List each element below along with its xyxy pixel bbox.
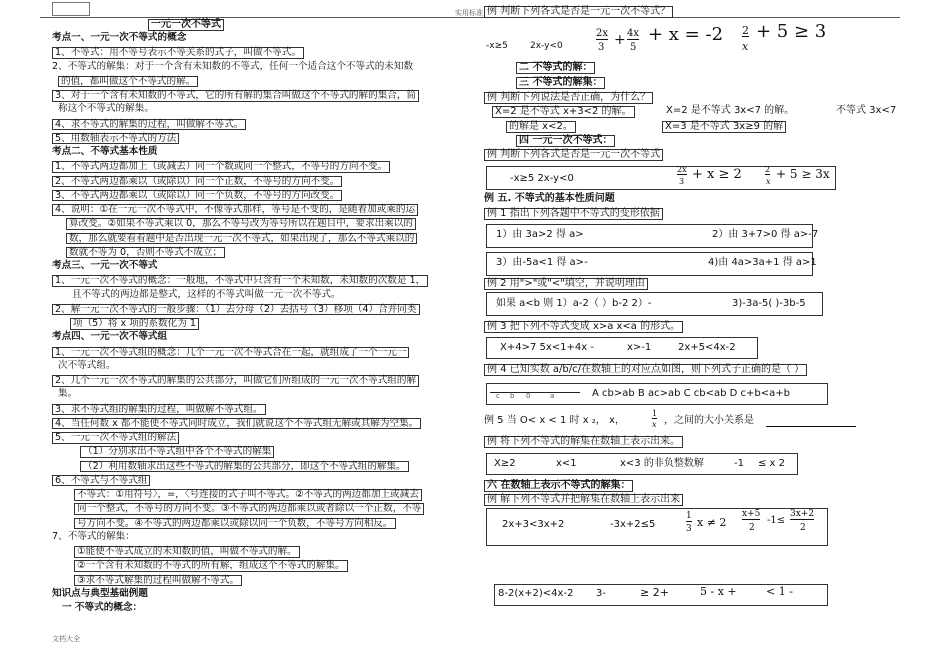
ex8-label-a: a (550, 392, 555, 400)
ex10-b: x<1 (556, 458, 577, 469)
expr-3: + x = -2 (648, 24, 724, 45)
ex8-label-c: c (496, 392, 500, 400)
example-7: 例 3 把下列不等式变成 x>a x<a 的形式。 (484, 321, 683, 333)
frac-den-3: x (742, 40, 749, 53)
left-line: 称这个不等式的解集。 (58, 103, 154, 115)
ex4-expr-2: + 5 ≥ 3x (776, 167, 830, 181)
section-2: 二 不等式的解： (516, 62, 595, 74)
ex5-c: 3）由-5a<1 得 a>- (496, 257, 588, 268)
frac-num: 2x (596, 28, 609, 39)
left-line: （1）分别求出不等式组中各个不等式的解集 (80, 446, 274, 458)
left-line: 集。 (58, 388, 78, 400)
left-line: 且不等式的两边都是整式，这样的不等式叫做一元一次不等式。 (72, 288, 341, 300)
example-6: 例 2 用">"或"<"填空，并说明理由 (484, 278, 648, 290)
ex8-label-b: b (510, 392, 515, 400)
footer-text: 文档大全 (52, 635, 80, 643)
ex4-den-2: x (766, 177, 771, 186)
left-line: 不等式：①用符号〉，=，〈号连接的式子叫不等式。②不等式的两边都加上或减去 (74, 489, 422, 501)
header-box (52, 2, 90, 16)
ex5-b: 2）由 3+7>0 得 a>-7 (712, 229, 819, 240)
ex9-num: 1 (652, 409, 658, 418)
left-line: （2）利用数轴求出这些不等式的解集的公共部分，即这个不等式组的解集。 (80, 461, 409, 473)
left-line: 1、不等式：用不等号表示不等关系的式子，叫做不等式。 (52, 47, 304, 59)
ex6-b: 3)-3a-5( )-3b-5 (732, 298, 806, 309)
expr-1: -x≥5 (486, 41, 508, 51)
ex12-d: 5 - x + (700, 585, 737, 598)
ex11-expr: x ≠ 2 (697, 516, 727, 529)
ex9-den: x (652, 420, 657, 429)
ex8-number-line (490, 392, 580, 393)
ex11-num: 1 (686, 511, 692, 521)
left-line: 4、说明：①在一元一次不等式中，不像等式那样，等号是不变的，是随着加或乘的运 (52, 204, 418, 216)
left-line: 4、求不等式的解集的过程，叫做解不等式。 (52, 119, 246, 131)
example-4: 例 判断下列各式是否是一元一次不等式 (484, 149, 663, 161)
left-line: 考点四、一元一次不等式组 (52, 331, 168, 343)
left-line: 考点一、一元一次不等式的概念 (52, 32, 187, 43)
section-5: 例 五. 不等式的基本性质问题 (484, 193, 615, 204)
ex9-tail: ，之间的大小关系是 (664, 415, 754, 426)
left-line: 4、当任何数 x 都不能使不等式同时成立，我们就说这个不等式组无解或其解为空集。 (52, 418, 421, 430)
example-10: 例 将下列不等式的解集在数轴上表示出来。 (484, 436, 683, 448)
ex5-a: 1）由 3a>2 得 a> (496, 229, 584, 240)
expr-2: 2x-y<0 (530, 41, 563, 51)
left-line: 6、不等式与不等式组 (52, 475, 150, 487)
left-line: 2、解一元一次不等式的一般步骤：（1）去分母（2）去括号（3）移项（4）合并同类 (52, 304, 420, 316)
ex11-num-3: 3x+2 (790, 509, 815, 519)
left-line: 1、一元一次不等式组的概念：几个一元一次不等式合在一起，就组成了一个一元一 (52, 347, 409, 359)
ex4-num-2: 2 (765, 165, 771, 174)
header-rule (40, 17, 900, 18)
example-5: 例 1 指出下列各题中不等式的变形依据 (484, 208, 663, 220)
left-line: 数就不等为 0，否则不等式不成立； (66, 247, 225, 259)
ex7-b: x>-1 (627, 342, 652, 353)
example-8: 例 4 已知实数 a/b/c/在数轴上的对应点如图，则下列式子正确的是（ ） (484, 364, 807, 376)
left-line: 算改变。②如果不等式乘以 0，那么不等号改为等号所以在题目中，要求出乘以的 (66, 218, 416, 230)
section-6: 六 在数轴上表示不等式的解集： (484, 480, 633, 492)
ex7-c: 2x+5<4x-2 (678, 342, 736, 353)
left-line: 3、求不等式组的解集的过程，叫做解不等式组。 (52, 404, 266, 416)
frac-num-3: 2 (742, 24, 749, 37)
ex5-d: 4)由 4a>3a+1 得 a>1 (708, 257, 817, 268)
ex2-c: 不等式 3x<7 (836, 105, 897, 116)
ex2-a: X=2 是不等式 x+3<2 的解。 (492, 106, 635, 118)
left-line: 同一个整式，不等号的方向不变。③不等式的两边都乘以或者除以一个正数，不等 (74, 503, 424, 515)
left-line: ②一个含有未知数的不等式的所有解，组成这个不等式的解集。 (74, 560, 348, 572)
example-heading: 例 判断下列各式是否是一元一次不等式？ (484, 6, 673, 18)
ex4-expr: + x ≥ 2 (692, 167, 742, 182)
left-line: 的值，都叫做这个不等式的解。 (58, 76, 198, 88)
ex11-b: -3x+2≤5 (610, 519, 656, 530)
ex10-d: -1 (734, 458, 744, 469)
left-line: 数，那么就要看看题中是否出现一元一次不等式，如果出现了，那么不等式乘以的 (66, 233, 417, 245)
ex11-a: 2x+3<3x+2 (502, 519, 565, 530)
left-line: 3、不等式两边都乘以（或除以）同一个负数，不等号的方向改变。 (52, 190, 342, 202)
left-line: 次不等式组。 (58, 359, 116, 371)
expr-4: + 5 ≥ 3 (756, 21, 827, 42)
plus-sign: + (614, 32, 626, 48)
left-line: ③求不等式解集的过程叫做解不等式。 (74, 575, 242, 587)
ex11-den: 3 (686, 524, 692, 534)
left-line: 考点三、一元一次不等式 (52, 260, 158, 271)
left-line: 2、不等式的解集：对于一个含有未知数的不等式，任何一个适合这个不等式的未知数 (52, 60, 414, 72)
header-text: 实用标准 (455, 9, 483, 17)
left-line: ①能使不等式成立的未知数的值，叫做不等式的解。 (74, 546, 300, 558)
example-11: 例 解下列不等式并把解集在数轴上表示出来 (484, 494, 683, 506)
left-line: 5、一元一次不等式组的解法 (52, 432, 179, 444)
frac-den-2: 5 (630, 42, 637, 53)
left-line: 2、几个一元一次不等式的解集的公共部分，叫做它们所组成的一元一次不等式组的解 (52, 375, 419, 387)
ex12-e: < 1 - (766, 585, 793, 598)
ex9-blank (766, 426, 856, 427)
ex11-num-2: x+5 (742, 509, 761, 519)
example-2: 例 判断下列说法是否正确，为什么？ (484, 92, 653, 104)
left-line: 5、用数轴表示不等式的方法 (52, 133, 179, 145)
left-line: 项（5）将 x 项的系数化为 1 (70, 318, 199, 330)
section-3: 三 不等式的解集： (516, 77, 605, 89)
ex2-d: 的解是 x<2。 (506, 121, 576, 133)
ex11-den-2: 2 (749, 523, 755, 533)
left-line: 号方向不变。④不等式的两边都乘以或除以同一个负数，不等号方向相反。 (74, 518, 396, 530)
ex10-e: ≤ x 2 (758, 458, 786, 469)
ex11-mid: -1≤ (767, 515, 786, 526)
ex2-b: X=2 是不等式 3x<7 的解。 (666, 105, 795, 116)
ex8-label-0: 0 (526, 392, 531, 400)
ex12-c: ≥ 2+ (640, 586, 669, 599)
ex10-c: x<3 的非负整数解 (620, 458, 704, 469)
left-line: 7、不等式的解集： (52, 530, 135, 542)
ex7-a: X+4>7 5x<1+4x - (500, 342, 594, 353)
section-4: 四 一元一次不等式： (516, 135, 615, 147)
left-line: 1、一元一次不等式的概念：一般地，不等式中只含有一个未知数，未知数的次数是 1， (52, 275, 428, 287)
left-line: 一 不等式的概念： (62, 602, 143, 613)
ex6-a: 如果 a<b 则 1）a-2（ ）b-2 2）- (496, 298, 652, 309)
ex8-options: A cb>ab B ac>ab C cb<ab D c+b<a+b (592, 388, 790, 399)
ex4-num: 2x (677, 165, 687, 174)
ex11-den-3: 2 (800, 523, 806, 533)
left-line: 考点二、不等式基本性质 (52, 146, 158, 157)
ex10-a: X≥2 (494, 458, 516, 469)
ex2-e: X=3 是不等式 3x≥9 的解 (662, 121, 786, 133)
ex4-a: -x≥5 2x-y<0 (510, 173, 574, 184)
left-line: 2、不等式两边都乘以（或除以）同一个正数，不等号的方向不变。 (52, 176, 342, 188)
ex12-a: 8-2(x+2)<4x-2 (498, 588, 574, 599)
left-line: 3、对于一个含有未知数的不等式，它的所有解的集合叫做这个不等式的解的集合，简 (52, 90, 419, 102)
frac-num-2: 4x (627, 28, 640, 39)
ex12-b: 3- (596, 588, 606, 599)
left-line: 知识点与典型基础例题 (52, 587, 148, 599)
left-line: 1、不等式两边都加上（或减去）同一个数或同一个整式，不等号的方向不变。 (52, 161, 390, 173)
example-9: 例 5 当 O< x < 1 时 x ₂， x， (484, 415, 625, 426)
page-title: 一元一次不等式 (148, 19, 224, 31)
ex4-den: 3 (679, 177, 685, 186)
frac-den: 3 (598, 42, 605, 53)
